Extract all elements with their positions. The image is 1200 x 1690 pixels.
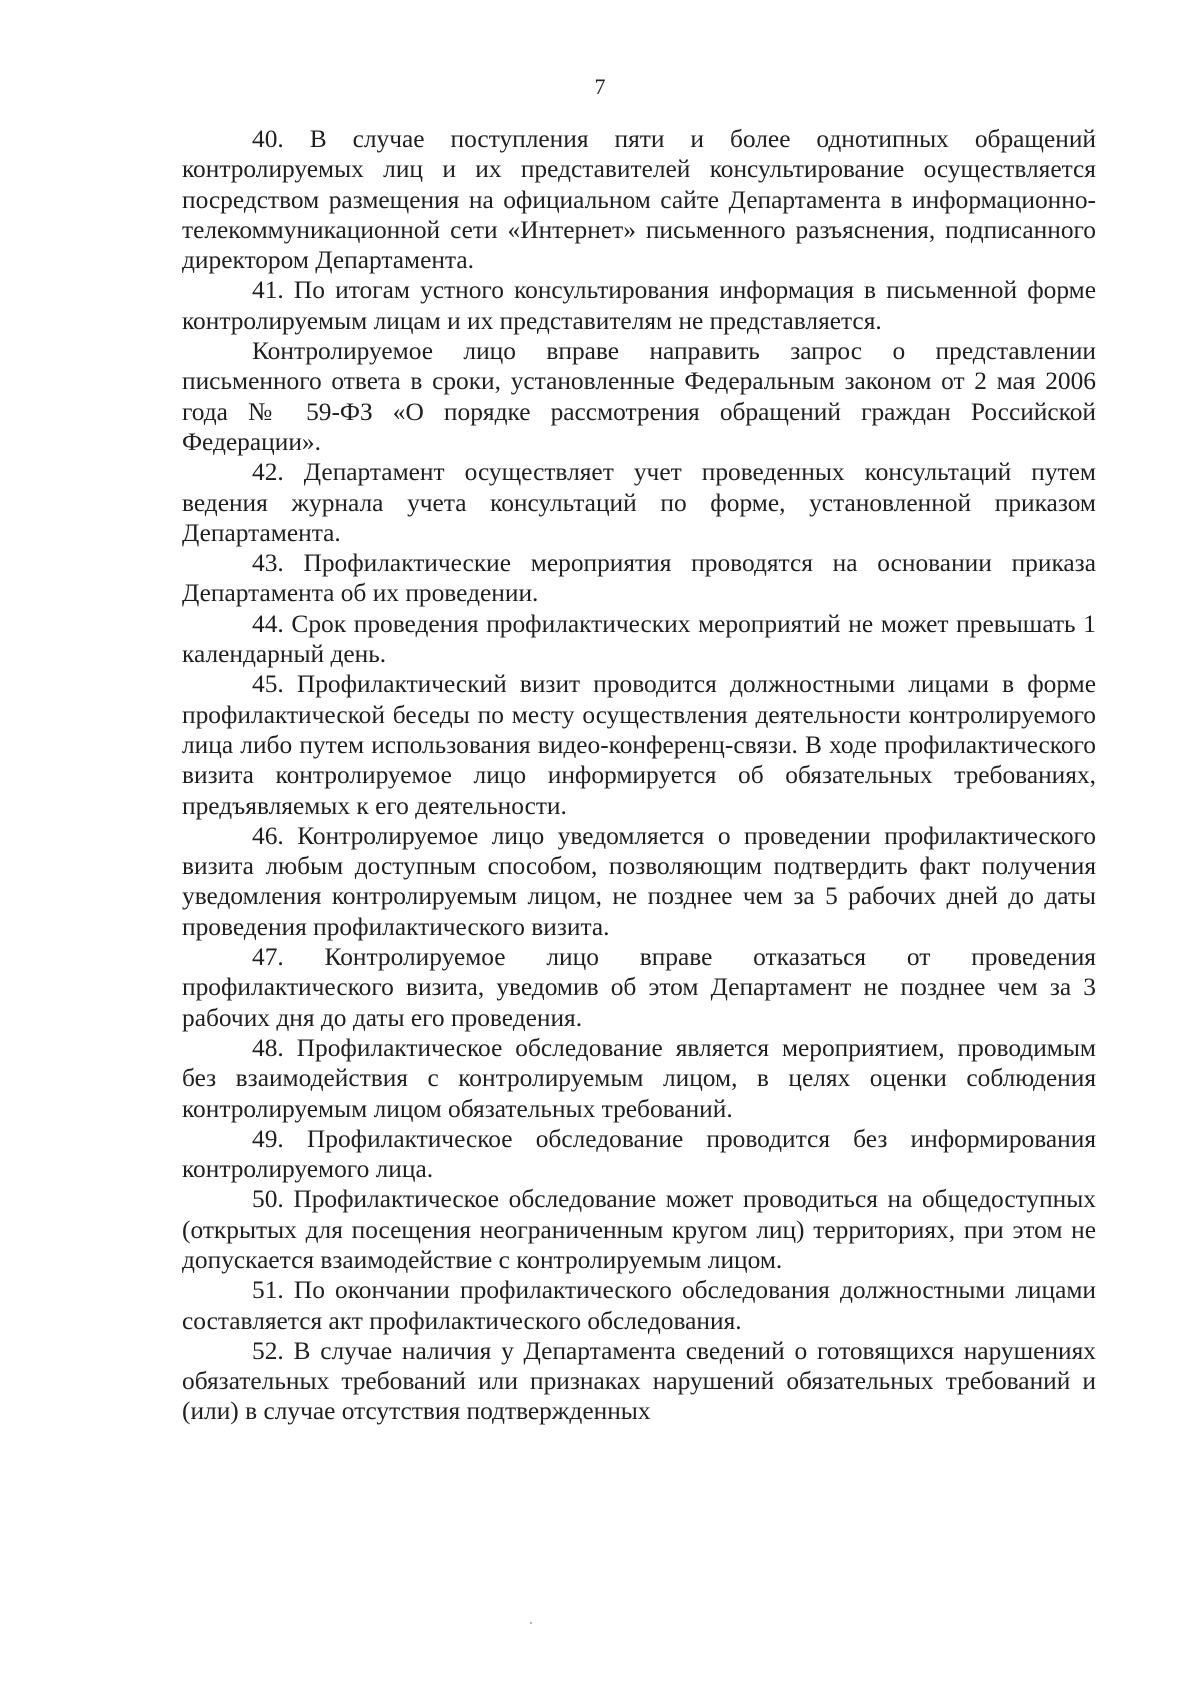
paragraph-48: 48. Профилактическое обследование является мероприятием, проводимым без взаимодействия с контролируемым лицом, в целях оценки соблюдения контролируемым лицом обязательных требований. — [182, 1033, 1096, 1123]
paragraph-42: 42. Департамент осуществляет учет проведенных консультаций путем ведения журнала учета консультаций по форме, установленной приказом Департамента. — [182, 458, 1096, 547]
paragraph-43: 43. Профилактические мероприятия проводятся на основании приказа Департамента об их проведении. — [182, 549, 1096, 608]
paragraph-44: 44. Срок проведения профилактических мероприятий не может превышать 1 календарный день. — [182, 609, 1096, 669]
paragraph-47: 47. Контролируемое лицо вправе отказаться от проведения профилактического визита, уведомив об этом Департамент не позднее чем за 3 рабочих дня до даты его проведения. — [182, 943, 1096, 1032]
paragraph-46: 46. Контролируемое лицо уведомляется о проведении профилактического визита любым доступным способом, позволяющим подтвердить факт получения уведомления контролируемым лицом, не позднее чем за 5 рабочих дней до даты проведения профилактического визита. — [182, 821, 1096, 941]
scan-speck — [530, 1622, 532, 1624]
paragraph-50: 50. Профилактическое обследование может проводиться на общедоступных (открытых для посещения неограниченным кругом лиц) территориях, при этом не допускается взаимодействие с контролируемым лицом. — [182, 1185, 1096, 1274]
paragraph-51: 51. По окончании профилактического обследования должностными лицами составляется акт профилактического обследования. — [182, 1276, 1096, 1335]
document-body — [182, 124, 1096, 1427]
paragraph-41-request: Контролируемое лицо вправе направить запрос о представлении письменного ответа в сроки, установленные Федеральным законом от 2 мая 2006 года № 59-ФЗ «О порядке рассмотрения обращений граждан Российской Федерации». — [182, 337, 1096, 456]
paragraph-52: 52. В случае наличия у Департамента сведений о готовящихся нарушениях обязательных требований или признаках нарушений обязательных требований и (или) в случае отсутствия подтвержденных — [182, 1336, 1096, 1426]
page-number: 7 — [594, 74, 606, 99]
paragraph-41: 41. По итогам устного консультирования информация в письменной форме контролируемым лицам и их представителям не представляется. — [182, 276, 1096, 335]
paragraph-49: 49. Профилактическое обследование проводится без информирования контролируемого лица. — [182, 1124, 1096, 1184]
paragraph-40: 40. В случае поступления пяти и более однотипных обращений контролируемых лиц и их представителей консультирование осуществляется посредством размещения на официальном сайте Департамента в информационно-телекоммуникационной сети «Интернет» письменного разъяснения, подписанного директором Департамента. — [182, 125, 1096, 275]
paragraph-45: 45. Профилактический визит проводится должностными лицами в форме профилактической беседы по месту осуществления деятельности контролируемого лица либо путем использования видео-конференц-связи. В ходе профилактического визита контролируемое лицо информируется об обязательных требованиях, предъявляемых к его деятельности. — [182, 670, 1096, 820]
